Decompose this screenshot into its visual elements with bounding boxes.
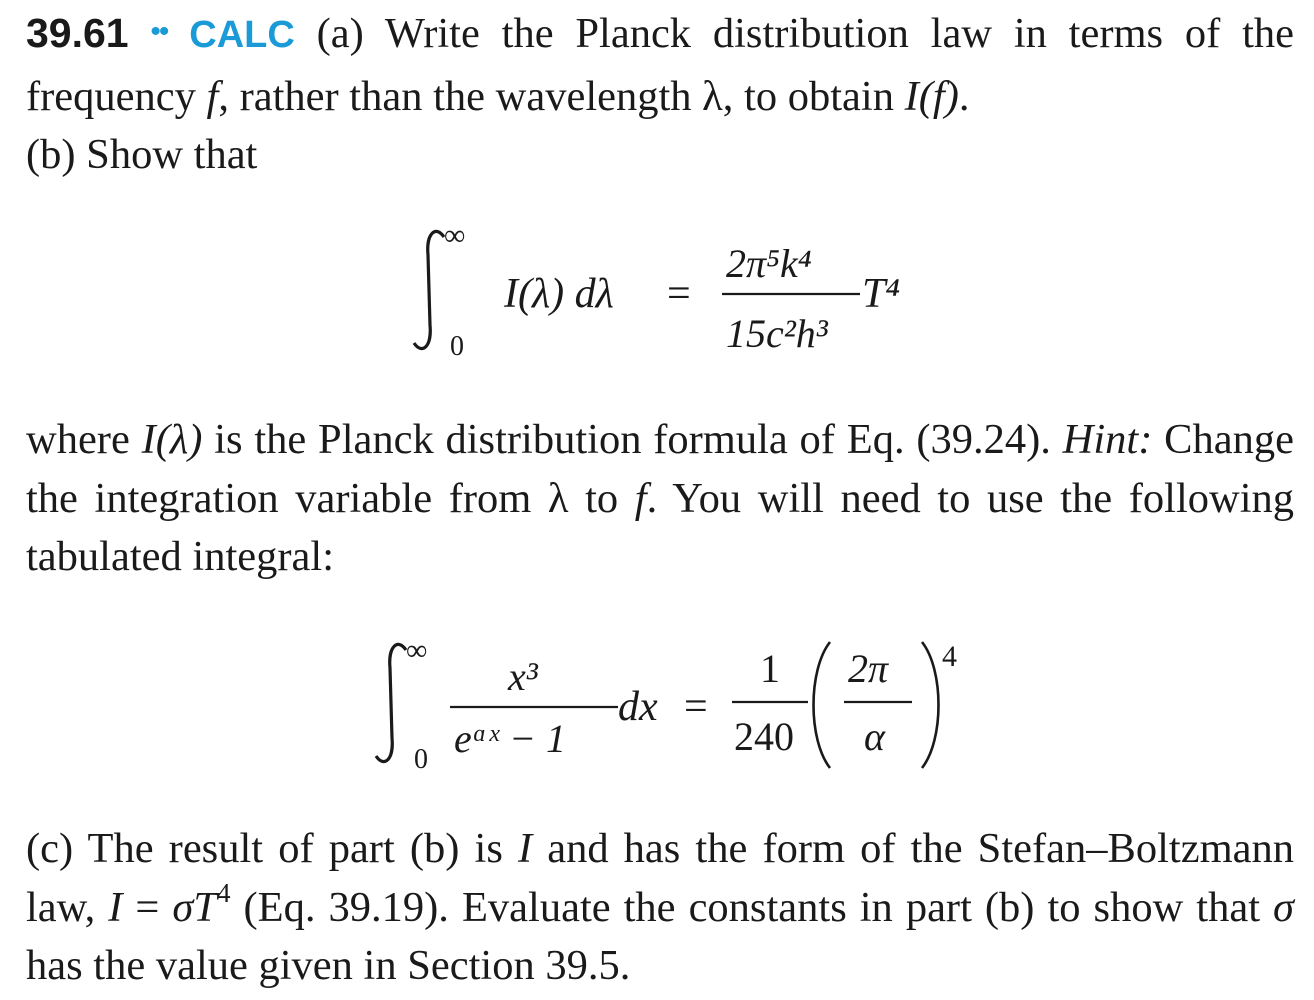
- hint-paragraph: [26, 411, 1294, 587]
- equals-sign: =: [667, 271, 691, 317]
- lower-limit: 0: [414, 744, 428, 775]
- symbol-I-2: I: [108, 883, 123, 931]
- fraction-denominator: 15c²h³: [726, 311, 828, 356]
- para2-text-2: is the Planck distribution formula of Eq. (39.24).: [202, 416, 1063, 463]
- equals-sign: =: [684, 684, 708, 730]
- part-b-text: (b) Show that: [26, 131, 258, 178]
- equation-planck-integral: [400, 215, 940, 365]
- exponent: 4: [942, 640, 957, 673]
- difficulty-dots-icon: ••: [150, 15, 168, 48]
- part-a-text-2: , rather than the wavelength λ, to obtain: [218, 72, 905, 120]
- differential: dx: [618, 684, 658, 730]
- symbol-sigma-T: σT: [172, 883, 218, 931]
- upper-limit: ∞: [444, 219, 466, 252]
- part-c-paragraph: [26, 820, 1294, 996]
- symbol-f-2: f: [634, 474, 647, 522]
- symbol-I-lambda: I(λ): [141, 416, 203, 463]
- equation-tabulated-integral: [360, 630, 960, 780]
- inner-denominator: α: [864, 714, 885, 759]
- para3-text-3: =: [122, 883, 173, 931]
- lower-limit: 0: [450, 331, 464, 362]
- problem-number: 39.61: [26, 10, 129, 56]
- problem-statement: [26, 4, 1294, 185]
- upper-limit: ∞: [406, 634, 428, 667]
- integrand-numerator: x³: [508, 654, 538, 699]
- hint-label: Hint:: [1062, 416, 1153, 463]
- exponent-4: 4: [217, 878, 231, 909]
- para2-text-4: . You will need to use the following tabulated integral:: [26, 474, 1294, 580]
- integral-sign-icon: [414, 231, 444, 348]
- para2-text-1: where: [26, 416, 142, 463]
- symbol-f: f: [206, 72, 219, 120]
- inner-numerator: 2π: [848, 646, 889, 691]
- calc-tag: CALC: [189, 14, 295, 56]
- coefficient-numerator: 1: [760, 646, 780, 691]
- symbol-I-of-f: I(f): [904, 72, 959, 120]
- para3-text-1: (c) The result of part (b) is: [26, 825, 518, 872]
- para2-text-3: Change the integration variable from λ to: [26, 416, 1294, 522]
- left-paren-icon: [814, 642, 831, 768]
- part-a-text-1: (a) Write the Planck distribution law in terms of the frequency: [26, 10, 1295, 120]
- para3-text-2: and has the form of the Stefan–Boltzmann law,: [26, 825, 1295, 931]
- fraction-numerator: 2π⁵k⁴: [726, 241, 812, 286]
- part-a-text-3: .: [958, 72, 970, 120]
- temperature-factor: T⁴: [862, 271, 900, 317]
- integrand-denominator: eᵅˣ − 1: [454, 716, 566, 761]
- symbol-I-1: I: [517, 825, 533, 872]
- right-paren-icon: [922, 642, 939, 768]
- integral-sign-icon: [376, 644, 406, 761]
- coefficient-denominator: 240: [734, 714, 794, 759]
- para3-text-4: (Eq. 39.19). Evaluate the constants in part (b) to show that: [230, 883, 1274, 931]
- integrand: I(λ) dλ: [504, 271, 614, 317]
- para3-text-5: has the value given in Section 39.5.: [26, 942, 631, 989]
- symbol-sigma: σ: [1273, 883, 1295, 931]
